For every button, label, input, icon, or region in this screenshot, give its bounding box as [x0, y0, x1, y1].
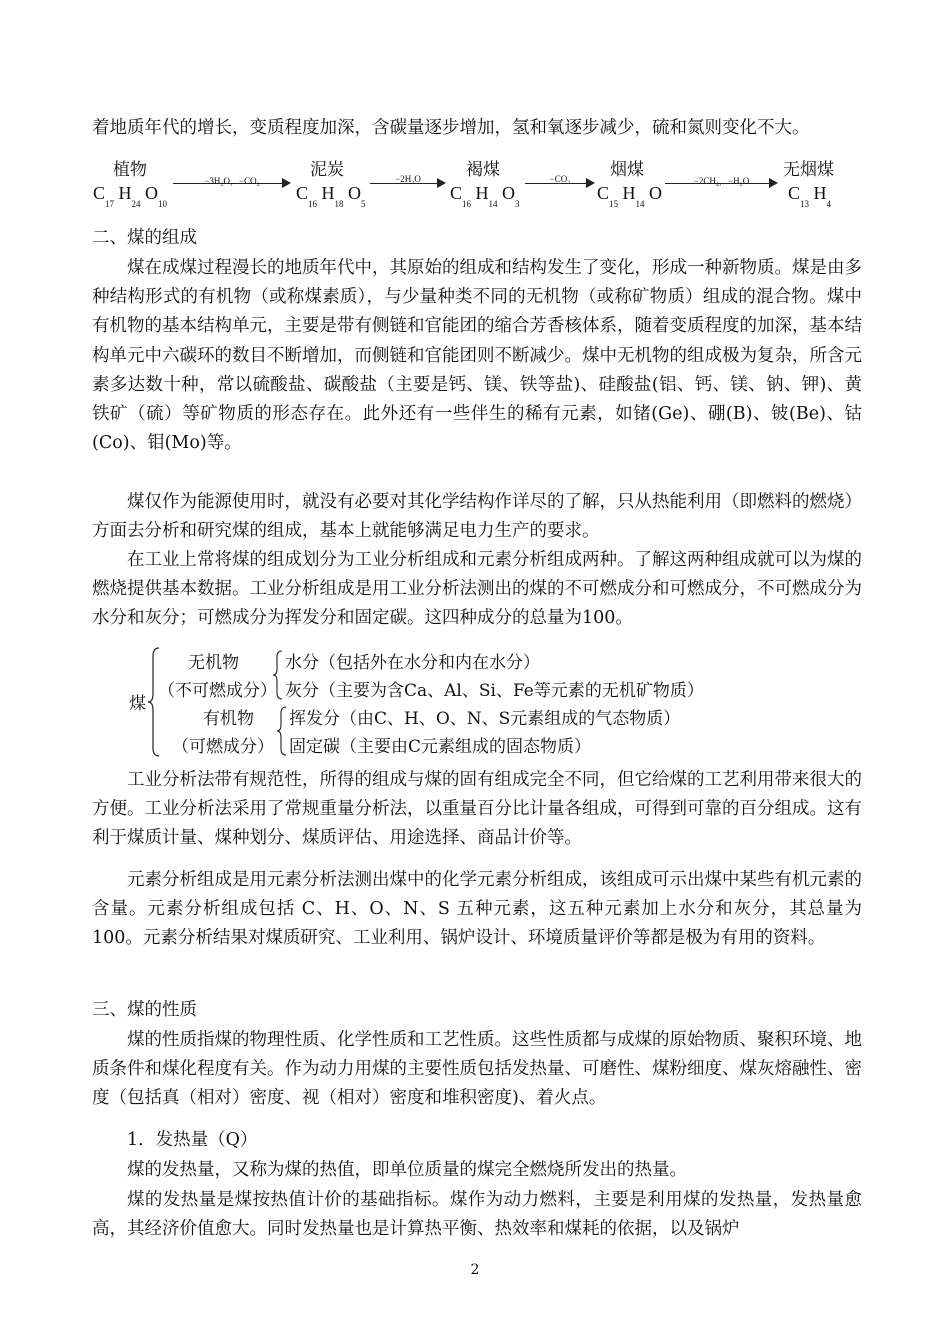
component-item: 灰分（主要为含Ca、Al、Si、Fe等元素的无机矿物质） — [285, 681, 704, 701]
subsection-heading: 1．发热量（Q） — [127, 1130, 258, 1150]
reaction-arrow — [525, 174, 595, 190]
group-name: 无机物 — [188, 653, 239, 673]
paragraph: 元素分析组成是用元素分析法测出煤中的化学元素分析组成，该组成可示出煤中某些有机元素的含量。元素分析组成包括 C、H、O、N、S 五种元素，这五种元素加上水分和灰分，其总量为 100。元素分析结果对煤质研究、工业利用、锅炉设计、环境质量评价等都是极为有用的资料。 — [92, 870, 862, 949]
component-item: 挥发分（由C、H、O、N、S元素组成的气态物质） — [289, 709, 681, 729]
paragraph: 煤的性质指煤的物理性质、化学性质和工艺性质。这些性质都与成煤的原始物质、聚积环境、地质条件和煤化程度有关。作为动力用煤的主要性质包括发热量、可磨性、煤粉细度、煤灰熔融性、密度（包括真（相对）密度、视（相对）密度和堆积密度)、着火点。 — [92, 1030, 862, 1109]
arrow-label: −2H₂O — [395, 174, 421, 184]
formula-plant: $C_{17}$ $H_{24}$ $O_{10}$ — [93, 183, 168, 209]
inner-brace — [276, 706, 288, 756]
paragraph: 工业分析法带有规范性，所得的组成与煤的固有组成完全不同，但它给煤的工艺利用带来很大的方便。工业分析法采用了常规重量分析法，以重量百分比计量各组成，可得到可靠的百分组成。这有利于煤质计量、煤种划分、煤质评估、用途选择、商品计价等。 — [92, 770, 862, 849]
section-heading: 三、煤的性质 — [92, 1000, 197, 1020]
stage-name: 植物 — [113, 160, 147, 180]
section-heading: 二、煤的组成 — [92, 228, 197, 248]
arrow-label: −CO₂ — [549, 174, 571, 184]
reaction-arrow — [370, 174, 446, 190]
formula-anthracite: $C_{13}$ $H_4$ — [788, 183, 832, 209]
formula-bituminous: $C_{15}$ $H_{14}$ O — [597, 183, 663, 209]
intro-line: 着地质年代的增长，变质程度加深，含碳量逐步增加，氢和氧逐步减少，硫和氮则变化不大。 — [92, 118, 810, 138]
reaction-arrow — [665, 178, 778, 190]
arrow-label: −3H₂O，−CO₂ — [204, 176, 260, 186]
group-name: 有机物 — [203, 709, 254, 729]
diagram-root: 煤 — [129, 694, 146, 714]
paragraph: 煤的发热量是煤按热值计价的基础指标。煤作为动力燃料，主要是利用煤的发热量，发热量愈高，其经济价值愈大。同时发热量也是计算热平衡、热效率和煤耗的依据，以及锅炉 — [92, 1190, 862, 1240]
stage-name: 褐煤 — [466, 160, 500, 180]
formula-lignite: $C_{16}$ $H_{14}$ $O_3$ — [450, 183, 520, 209]
inner-brace — [272, 650, 284, 700]
paragraph: 煤在成煤过程漫长的地质年代中，其原始的组成和结构发生了变化，形成一种新物质。煤是由多种结构形式的有机物（或称煤素质），与少量种类不同的无机物（或称矿物质）组成的混合物。煤中有机物的基本结构单元，主要是带有侧链和官能团的缩合芳香核体系，随着变质程度的加深，基本结构单元中六碳环的数目不断增加，而侧链和官能团则不断减少。煤中无机物的组成极为复杂，所含元素多达数十种，常以硫酸盐、碳酸盐（主要是钙、镁、铁等盐)、硅酸盐(铝、钙、镁、钠、钾)、黄铁矿（硫）等矿物质的形态存在。此外还有一些伴生的稀有元素，如锗(Ge)、硼(B)、铍(Be)、钴(Co)、钼(Mo)等。 — [92, 258, 862, 454]
group-sub: （可燃成分） — [172, 737, 274, 757]
arrow-label: −2CH₄，−H₂O — [693, 176, 750, 186]
paragraph: 在工业上常将煤的组成划分为工业分析组成和元素分析组成两种。了解这两种组成就可以为煤的燃烧提供基本数据。工业分析组成是用工业分析法测出的煤的不可燃成分和可燃成分，不可燃成分为水分和灰分；可燃成分为挥发分和固定碳。这四种成分的总量为100。 — [92, 550, 862, 629]
stage-name: 烟煤 — [610, 160, 644, 180]
paragraph: 煤仅作为能源使用时，就没有必要对其化学结构作详尽的了解，只从热能利用（即燃料的燃烧）方面去分析和研究煤的组成，基本上就能够满足电力生产的要求。 — [92, 492, 862, 542]
formula-peat: $C_{16}$ $H_{18}$ $O_5$ — [296, 183, 366, 209]
outer-brace — [147, 646, 161, 758]
component-item: 固定碳（主要由C元素组成的固态物质） — [289, 737, 592, 757]
stage-name: 泥炭 — [310, 160, 344, 180]
group-sub: （不可燃成分） — [158, 681, 277, 701]
page-number: 2 — [470, 1262, 480, 1278]
stage-name: 无烟煤 — [783, 160, 834, 180]
reaction-arrow — [173, 178, 291, 190]
component-item: 水分（包括外在水分和内在水分） — [285, 653, 540, 673]
paragraph: 煤的发热量，又称为煤的热值，即单位质量的煤完全燃烧所发出的热量。 — [127, 1160, 687, 1180]
